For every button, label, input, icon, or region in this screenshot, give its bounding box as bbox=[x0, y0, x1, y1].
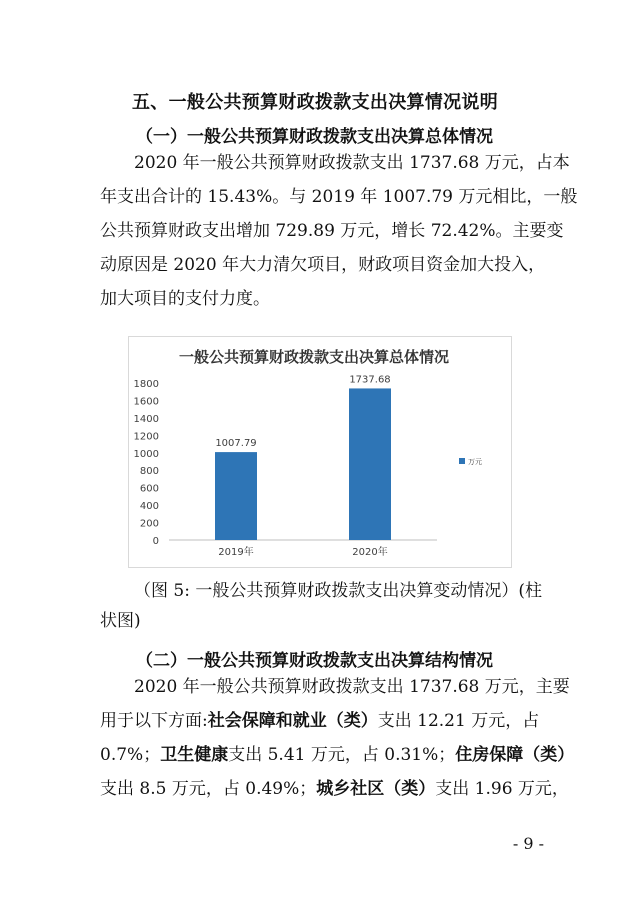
paragraph-1-line: 公共预算财政支出增加 729.89 万元，增长 72.42%。主要变 bbox=[100, 221, 564, 241]
page-number bbox=[0, 834, 640, 853]
paragraph-2 bbox=[100, 670, 575, 806]
category-health: 卫生健康 bbox=[160, 745, 229, 765]
chart-title: 一般公共预算财政拨款支出决算总体情况 bbox=[178, 348, 450, 366]
section-heading: 五、一般公共预算财政拨款支出决算情况说明 bbox=[132, 92, 498, 113]
x-tick-label: 2020年 bbox=[352, 547, 388, 558]
legend-label: 万元 bbox=[468, 458, 482, 466]
bar-chart bbox=[128, 336, 512, 568]
y-tick-label: 800 bbox=[139, 466, 159, 478]
bar-chart-svg bbox=[129, 337, 511, 567]
paragraph-2-line bbox=[100, 772, 569, 806]
text-run: 0.7%； bbox=[100, 745, 161, 765]
category-housing: 住房保障（类） bbox=[455, 745, 575, 765]
y-tick-label: 1600 bbox=[133, 396, 159, 408]
paragraph-2-line: 2020 年一般公共预算财政拨款支出 1737.68 万元，主要 bbox=[134, 677, 570, 697]
subsection-title-1: （一）一般公共预算财政拨款支出决算总体情况 bbox=[136, 127, 493, 147]
chart-marks bbox=[134, 374, 482, 558]
paragraph-2-line bbox=[100, 738, 575, 772]
y-tick-label: 1000 bbox=[133, 448, 159, 460]
y-tick-label: 200 bbox=[139, 518, 159, 530]
y-tick-label: 600 bbox=[139, 483, 159, 495]
caption-line: 状图) bbox=[100, 611, 141, 631]
data-label: 1737.68 bbox=[349, 374, 391, 386]
text-run: 支出 12.21 万元，占 bbox=[377, 711, 540, 731]
y-tick-label: 1400 bbox=[133, 413, 159, 425]
data-label: 1007.79 bbox=[215, 438, 257, 450]
y-tick-label: 0 bbox=[152, 536, 159, 547]
y-tick-label: 1800 bbox=[133, 379, 159, 390]
subsection-title-2: （二）一般公共预算财政拨款支出决算结构情况 bbox=[136, 651, 493, 671]
figure-caption bbox=[100, 576, 544, 636]
bar-2019年 bbox=[215, 452, 257, 540]
legend-swatch bbox=[459, 458, 465, 464]
page-number-text: - 9 - bbox=[512, 834, 544, 853]
category-urban-rural: 城乡社区（类） bbox=[316, 779, 436, 799]
text-run: 支出 1.96 万元， bbox=[435, 779, 569, 799]
bar-2020年 bbox=[349, 388, 391, 540]
y-tick-label: 1200 bbox=[133, 431, 159, 443]
paragraph-1-line: 2020 年一般公共预算财政拨款支出 1737.68 万元，占本 bbox=[134, 153, 570, 173]
paragraph-2-line bbox=[100, 704, 544, 738]
x-tick-label: 2019年 bbox=[218, 547, 254, 558]
paragraph-1-line: 加大项目的支付力度。 bbox=[100, 289, 270, 309]
caption-line: （图 5: 一般公共预算财政拨款支出决算变动情况）(柱 bbox=[134, 581, 542, 601]
paragraph-1-line: 动原因是 2020 年大力清欠项目，财政项目资金加大投入， bbox=[100, 255, 546, 275]
text-run: 支出 5.41 万元，占 0.31%； bbox=[228, 745, 456, 765]
y-tick-label: 400 bbox=[139, 501, 159, 513]
paragraph-1-line: 年支出合计的 15.43%。与 2019 年 1007.79 万元相比，一般 bbox=[100, 187, 578, 207]
text-run: 用于以下方面: bbox=[100, 711, 208, 731]
category-social-security: 社会保障和就业（类） bbox=[207, 711, 378, 731]
paragraph-1 bbox=[100, 146, 578, 316]
text-run: 支出 8.5 万元，占 0.49%； bbox=[100, 779, 317, 799]
